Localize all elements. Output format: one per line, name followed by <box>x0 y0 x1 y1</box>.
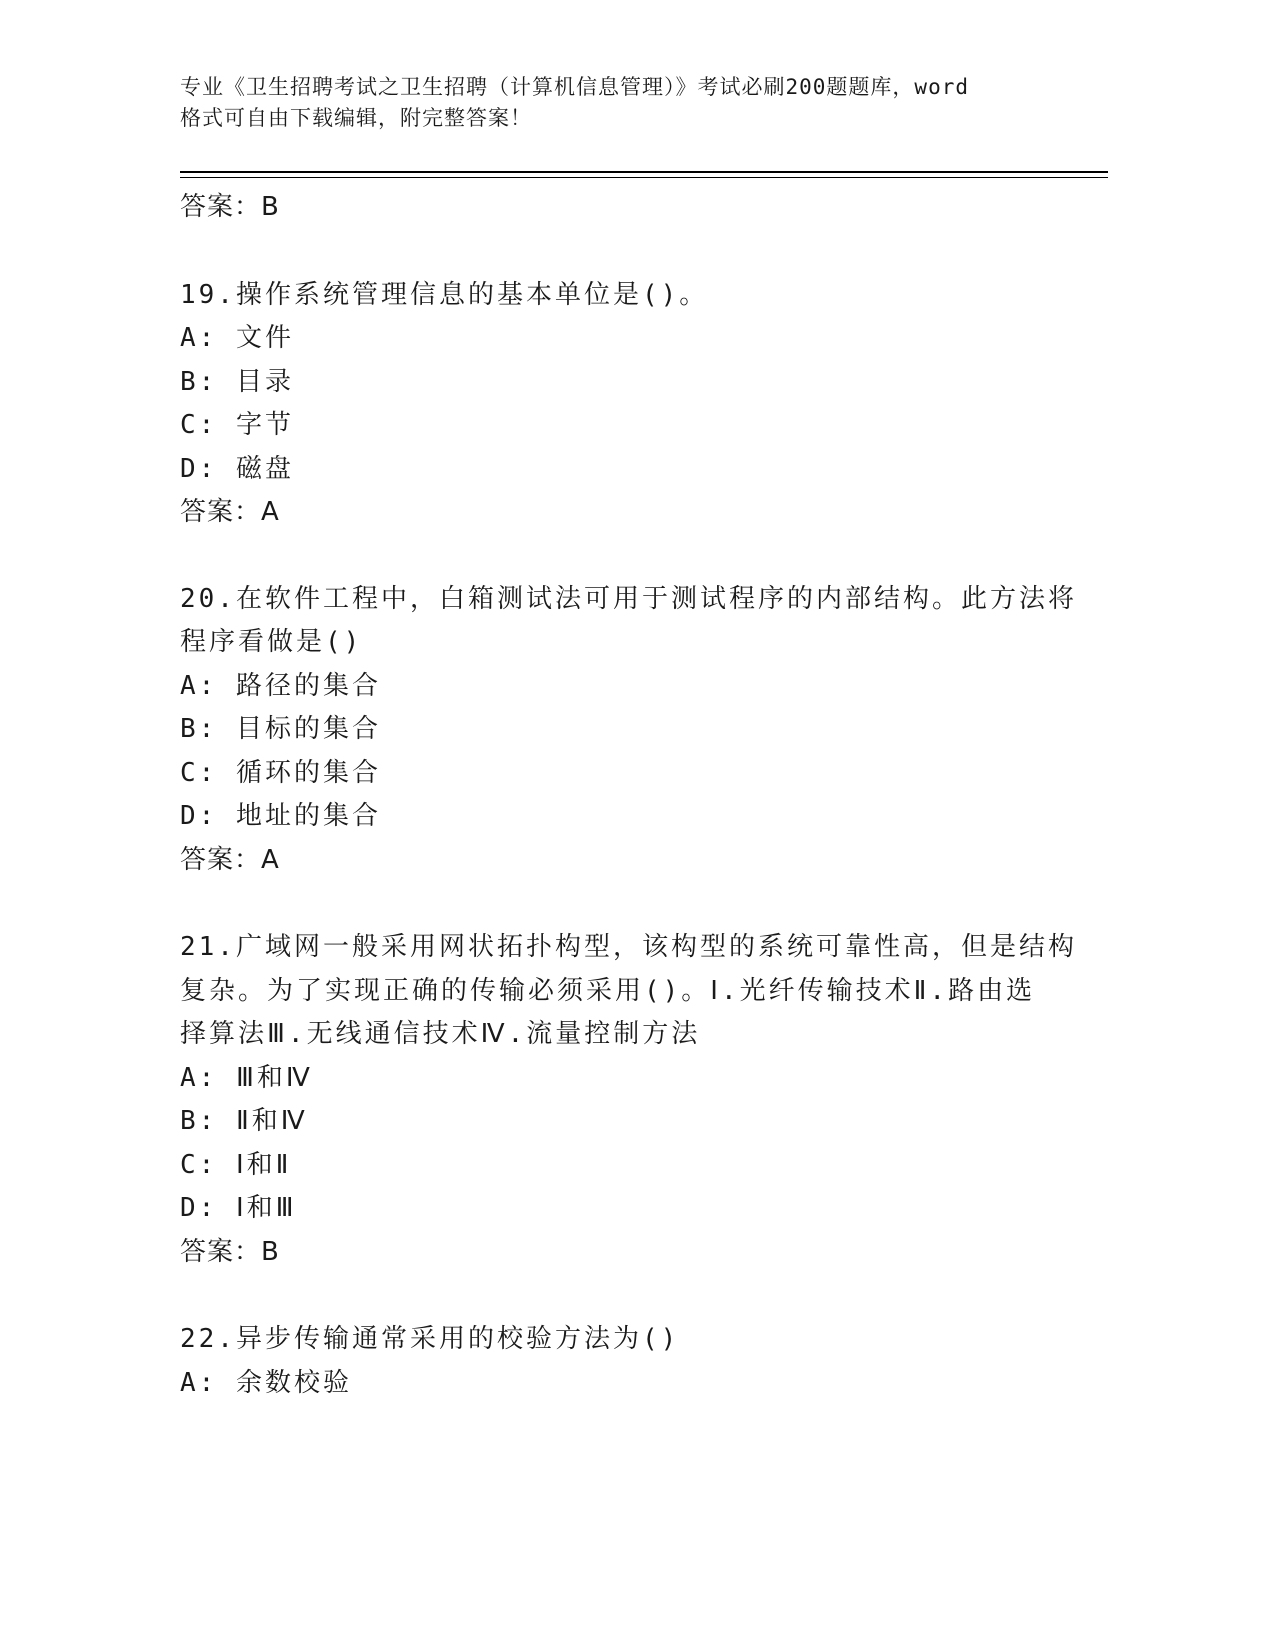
header-title-line-2: 格式可自由下载编辑，附完整答案！ <box>180 106 532 130</box>
question-19-option-d: D: 磁盘 <box>180 454 294 484</box>
question-21-stem-line-1: 21.广域网一般采用网状拓扑构型，该构型的系统可靠性高，但是结构 <box>180 932 1077 962</box>
question-21-option-d: D: Ⅰ和Ⅲ <box>180 1193 297 1223</box>
question-20-stem-line-1: 20.在软件工程中，白箱测试法可用于测试程序的内部结构。此方法将 <box>180 584 1077 614</box>
question-20-stem-line-2: 程序看做是() <box>180 627 363 657</box>
question-21-option-b: B: Ⅱ和Ⅳ <box>180 1106 308 1136</box>
question-20-option-c: C: 循环的集合 <box>180 758 381 788</box>
question-19-option-c: C: 字节 <box>180 410 294 440</box>
question-22-option-a: A: 余数校验 <box>180 1368 352 1398</box>
question-21-stem-line-2: 复杂。为了实现正确的传输必须采用()。Ⅰ.光纤传输技术Ⅱ.路由选 <box>180 976 1036 1006</box>
question-20-option-b: B: 目标的集合 <box>180 714 381 744</box>
question-21-option-a: A: Ⅲ和Ⅳ <box>180 1063 313 1093</box>
question-20-option-d: D: 地址的集合 <box>180 801 381 831</box>
question-20-option-a: A: 路径的集合 <box>180 671 381 701</box>
question-19-stem: 19.操作系统管理信息的基本单位是()。 <box>180 280 709 310</box>
document-header <box>180 72 1080 134</box>
question-19-option-b: B: 目录 <box>180 367 294 397</box>
question-20-answer: 答案：A <box>180 845 280 875</box>
question-21-answer: 答案：B <box>180 1237 280 1267</box>
question-21-option-c: C: Ⅰ和Ⅱ <box>180 1150 292 1180</box>
header-title-line-1: 专业《卫生招聘考试之卫生招聘（计算机信息管理）》考试必刷200题题库，word <box>180 75 969 99</box>
question-22-stem: 22.异步传输通常采用的校验方法为() <box>180 1324 680 1354</box>
question-21-stem-line-3: 择算法Ⅲ.无线通信技术Ⅳ.流量控制方法 <box>180 1019 701 1049</box>
previous-answer: 答案：B <box>180 192 280 222</box>
header-divider-thin <box>180 177 1108 178</box>
question-19-answer: 答案：A <box>180 497 280 527</box>
question-19-option-a: A: 文件 <box>180 323 294 353</box>
header-divider-thick <box>180 171 1108 173</box>
